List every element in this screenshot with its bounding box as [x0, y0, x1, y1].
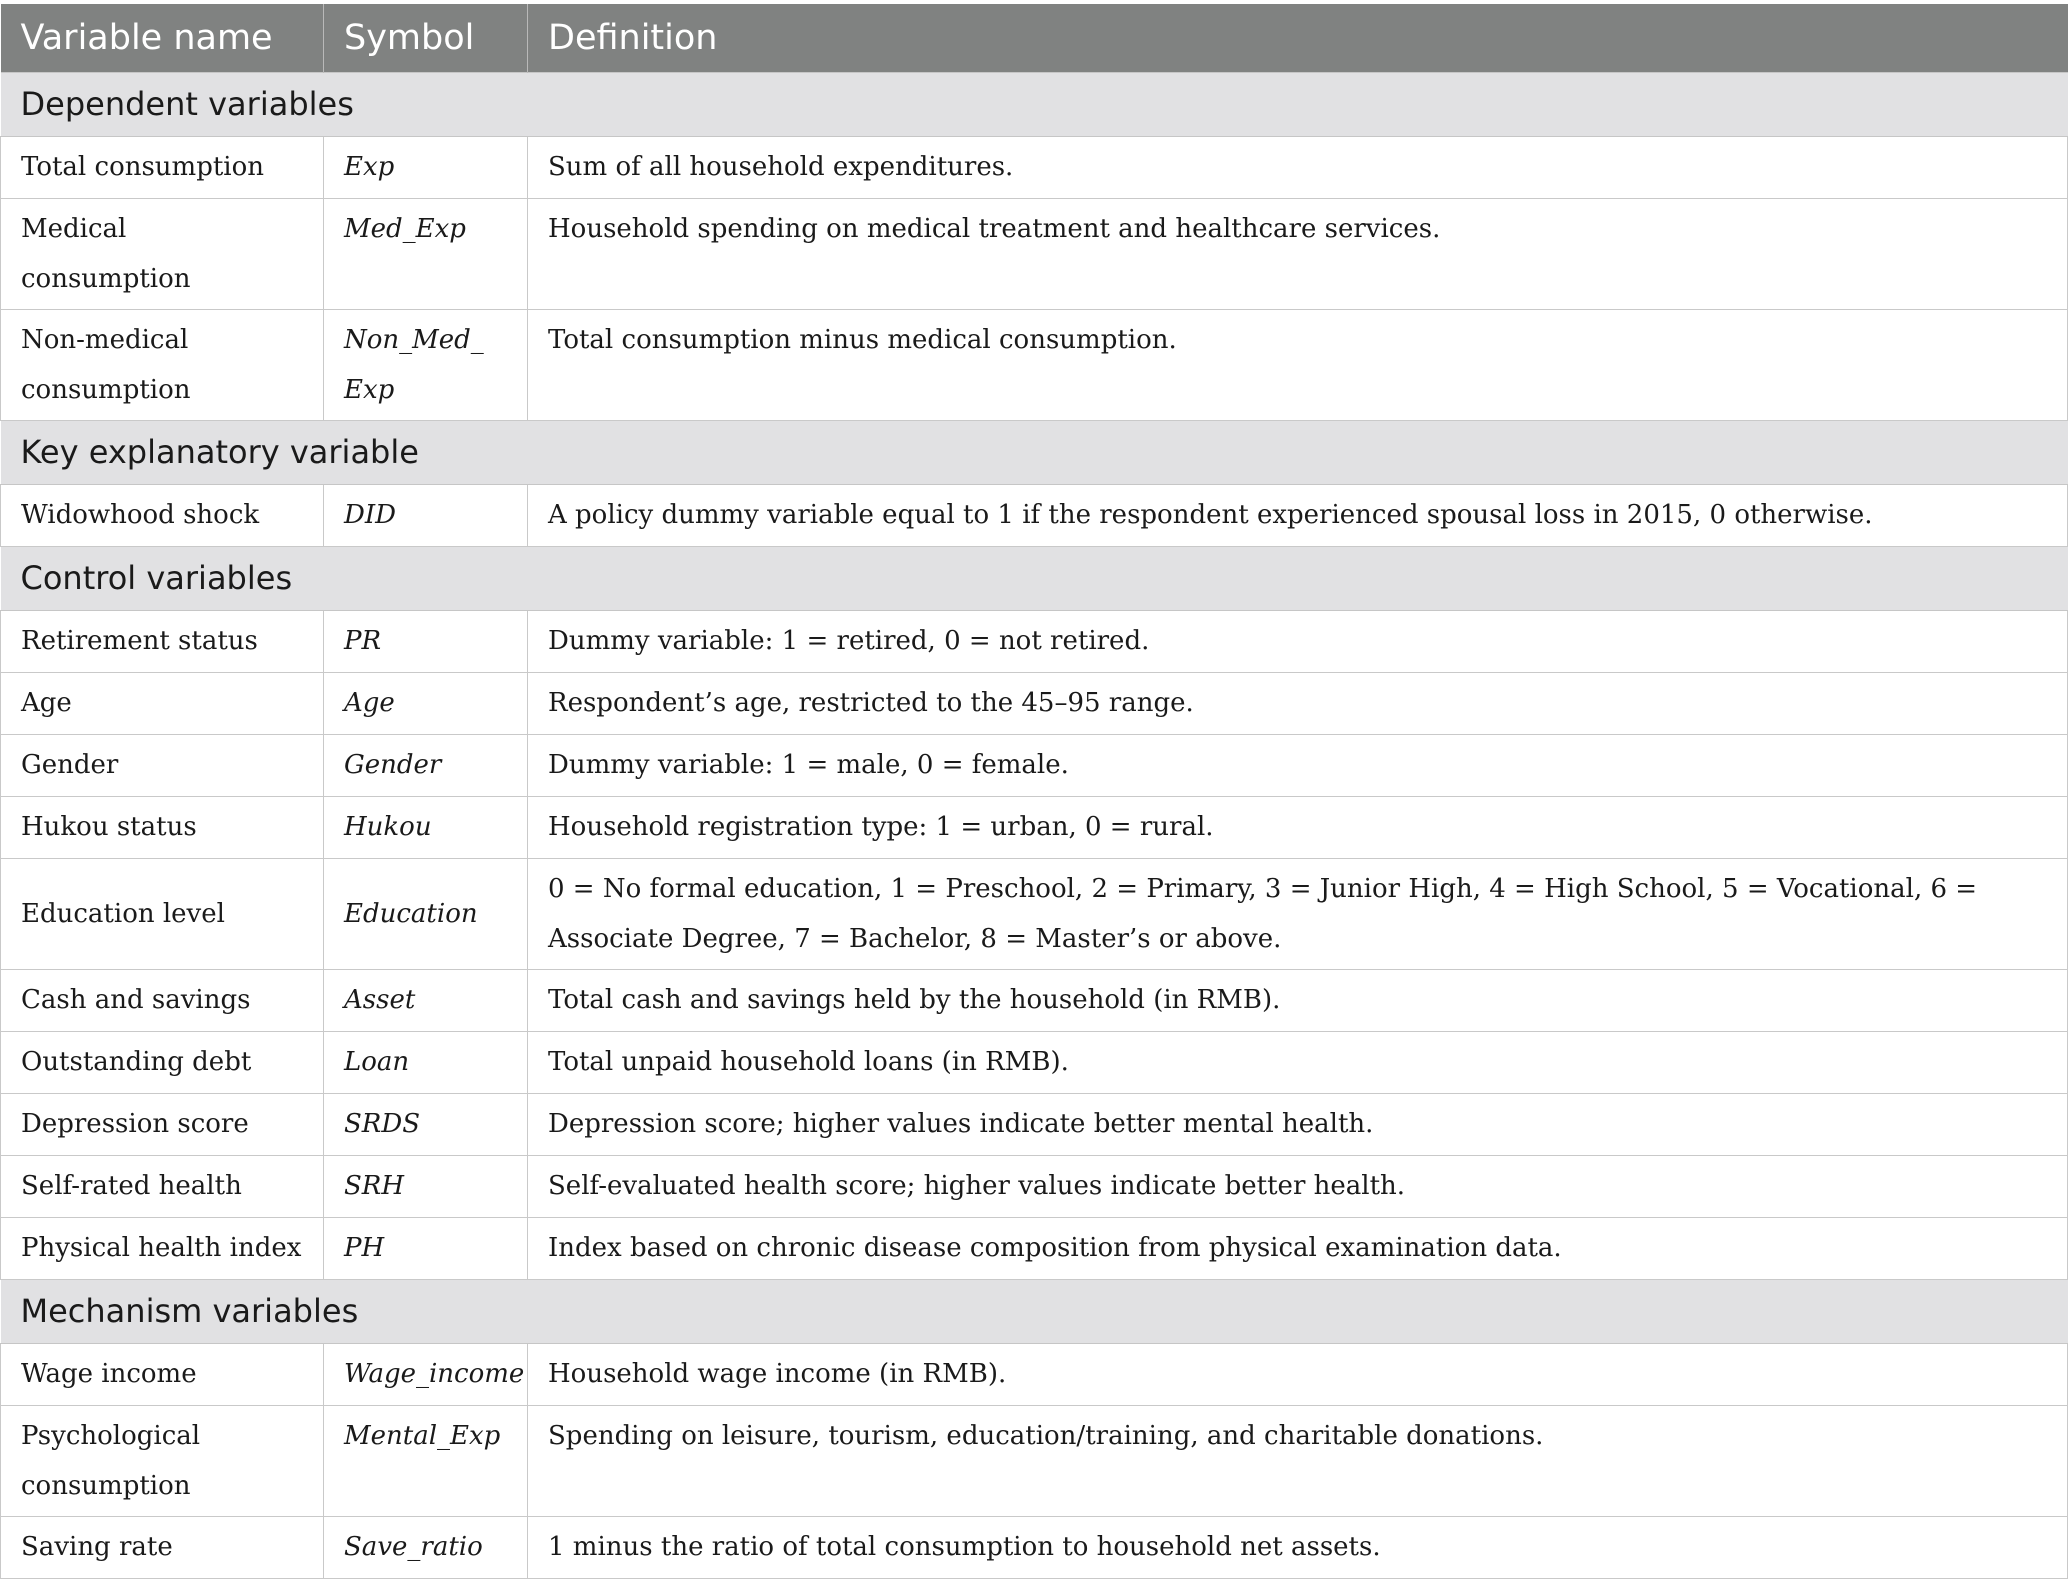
- table-row: [1, 309, 2068, 420]
- variable-name-cell: Cash and savings: [1, 969, 324, 1031]
- definition-cell: Index based on chronic disease composition from physical examination data.: [528, 1217, 2068, 1279]
- definition-cell: 0 = No formal education, 1 = Preschool, 2 = Primary, 3 = Junior High, 4 = High School, 5 = Vocational, 6 = Associate Degree, 7 = Bachelor, 8 = Master’s or above.: [528, 858, 2068, 969]
- symbol-cell: SRDS: [324, 1093, 528, 1155]
- variable-name-cell: Hukou status: [1, 796, 324, 858]
- symbol-cell: Med_Exp: [324, 198, 528, 309]
- symbol-cell: Save_ratio: [324, 1516, 528, 1578]
- symbol-cell: Gender: [324, 734, 528, 796]
- definition-cell: Depression score; higher values indicate better mental health.: [528, 1093, 2068, 1155]
- table-row: [1, 1155, 2068, 1217]
- definition-cell: Dummy variable: 1 = retired, 0 = not retired.: [528, 610, 2068, 672]
- table-row: [1, 136, 2068, 198]
- table-header: [1, 4, 2068, 72]
- definition-cell: Spending on leisure, tourism, education/training, and charitable donations.: [528, 1405, 2068, 1516]
- symbol-cell: DID: [324, 484, 528, 546]
- table-row: [1, 1343, 2068, 1405]
- variable-name-cell: Widowhood shock: [1, 484, 324, 546]
- header-definition: Definition: [528, 4, 2068, 72]
- header-variable-name: Variable name: [1, 4, 324, 72]
- symbol-cell: PR: [324, 610, 528, 672]
- variable-name-cell: Psychological consumption: [1, 1405, 324, 1516]
- table-row: [1, 858, 2068, 969]
- header-symbol: Symbol: [324, 4, 528, 72]
- definition-cell: Dummy variable: 1 = male, 0 = female.: [528, 734, 2068, 796]
- variable-name-cell: Gender: [1, 734, 324, 796]
- symbol-cell: Asset: [324, 969, 528, 1031]
- definition-cell: A policy dummy variable equal to 1 if the respondent experienced spousal loss in 2015, 0 otherwise.: [528, 484, 2068, 546]
- definition-cell: Total unpaid household loans (in RMB).: [528, 1031, 2068, 1093]
- section-row-control: [1, 546, 2068, 610]
- variable-name-cell: Education level: [1, 858, 324, 969]
- variable-definitions-table: [0, 4, 2068, 1579]
- section-row-key-explanatory: [1, 420, 2068, 484]
- table-row: [1, 484, 2068, 546]
- table-row: [1, 1217, 2068, 1279]
- table-row: [1, 672, 2068, 734]
- section-title: Control variables: [1, 546, 2068, 610]
- definition-cell: 1 minus the ratio of total consumption to household net assets.: [528, 1516, 2068, 1578]
- definition-cell: Self-evaluated health score; higher values indicate better health.: [528, 1155, 2068, 1217]
- section-title: Mechanism variables: [1, 1279, 2068, 1343]
- variable-name-cell: Outstanding debt: [1, 1031, 324, 1093]
- symbol-cell: Hukou: [324, 796, 528, 858]
- table-row: [1, 1516, 2068, 1578]
- table-body: [1, 72, 2068, 1578]
- variable-name-cell: Wage income: [1, 1343, 324, 1405]
- table-row: [1, 610, 2068, 672]
- variable-name-cell: Self-rated health: [1, 1155, 324, 1217]
- symbol-cell: Wage_income: [324, 1343, 528, 1405]
- symbol-cell: Loan: [324, 1031, 528, 1093]
- table-row: [1, 1031, 2068, 1093]
- symbol-cell: Exp: [324, 136, 528, 198]
- definition-cell: Sum of all household expenditures.: [528, 136, 2068, 198]
- header-row: [1, 4, 2068, 72]
- definition-cell: Total cash and savings held by the household (in RMB).: [528, 969, 2068, 1031]
- variable-name-cell: Depression score: [1, 1093, 324, 1155]
- variable-name-cell: Medical consumption: [1, 198, 324, 309]
- section-title: Key explanatory variable: [1, 420, 2068, 484]
- variable-name-cell: Non-medical consumption: [1, 309, 324, 420]
- variable-definitions-table-container: [0, 4, 2067, 1579]
- variable-name-cell: Physical health index: [1, 1217, 324, 1279]
- section-row-dependent: [1, 72, 2068, 136]
- definition-cell: Household registration type: 1 = urban, 0 = rural.: [528, 796, 2068, 858]
- symbol-cell: SRH: [324, 1155, 528, 1217]
- table-row: [1, 969, 2068, 1031]
- section-row-mechanism: [1, 1279, 2068, 1343]
- definition-cell: Respondent’s age, restricted to the 45–95 range.: [528, 672, 2068, 734]
- section-title: Dependent variables: [1, 72, 2068, 136]
- symbol-cell: Non_Med_ Exp: [324, 309, 528, 420]
- definition-cell: Total consumption minus medical consumption.: [528, 309, 2068, 420]
- table-row: [1, 1405, 2068, 1516]
- definition-cell: Household spending on medical treatment and healthcare services.: [528, 198, 2068, 309]
- table-row: [1, 198, 2068, 309]
- variable-name-cell: Age: [1, 672, 324, 734]
- table-row: [1, 734, 2068, 796]
- variable-name-cell: Saving rate: [1, 1516, 324, 1578]
- definition-cell: Household wage income (in RMB).: [528, 1343, 2068, 1405]
- symbol-cell: PH: [324, 1217, 528, 1279]
- symbol-cell: Mental_Exp: [324, 1405, 528, 1516]
- variable-name-cell: Total consumption: [1, 136, 324, 198]
- table-row: [1, 796, 2068, 858]
- symbol-cell: Education: [324, 858, 528, 969]
- table-row: [1, 1093, 2068, 1155]
- symbol-cell: Age: [324, 672, 528, 734]
- variable-name-cell: Retirement status: [1, 610, 324, 672]
